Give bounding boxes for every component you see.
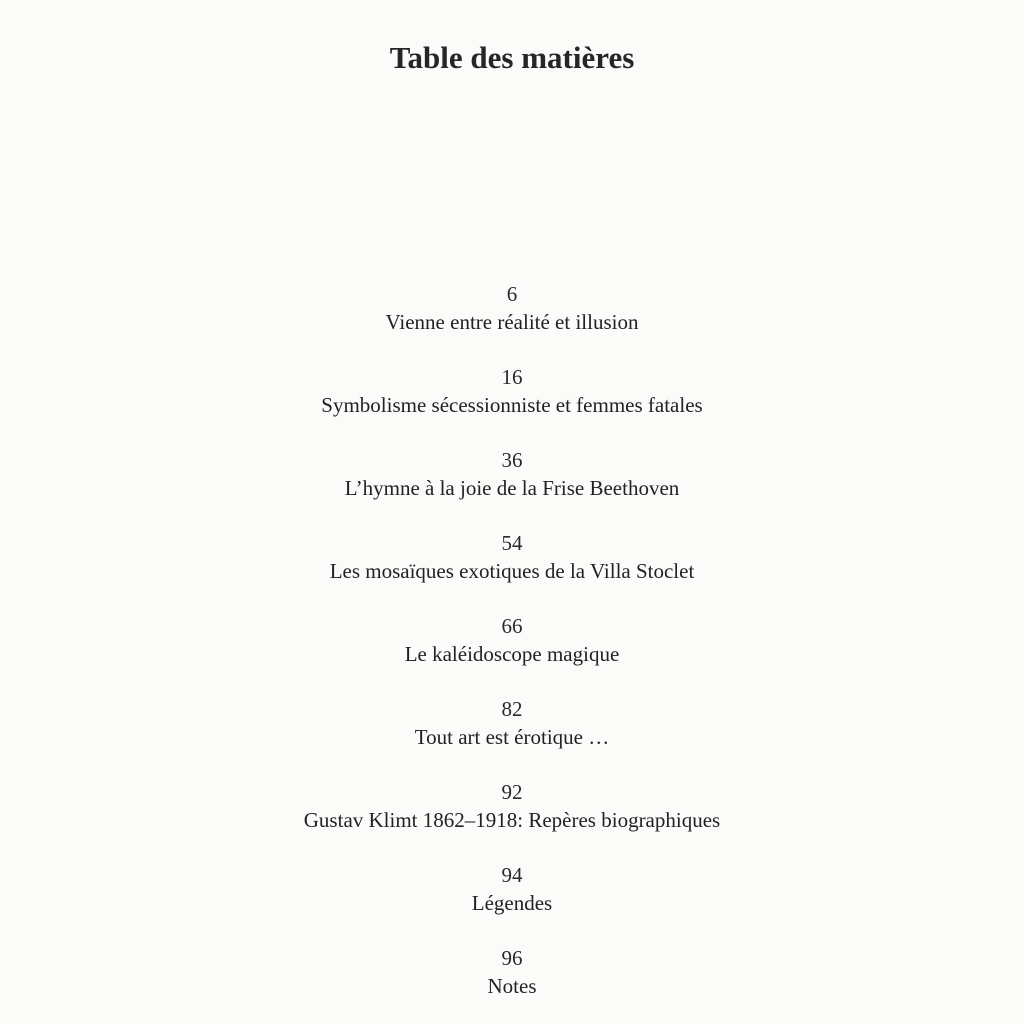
toc-entry-3 [0, 446, 1024, 502]
toc-page-number: 82 [501, 697, 523, 721]
toc-entry-2 [0, 363, 1024, 419]
toc-entry-5 [0, 612, 1024, 668]
page-title: Table des matières [389, 39, 635, 75]
toc-label: Les mosaïques exotiques de la Villa Stoclet [329, 559, 695, 583]
toc-page-number: 94 [501, 863, 523, 887]
toc-label: Légendes [471, 891, 553, 915]
toc-label: Notes [487, 974, 537, 998]
toc-page-number: 96 [501, 946, 523, 970]
toc-label: Le kaléidoscope magique [404, 642, 620, 666]
toc-entry-6 [0, 695, 1024, 751]
toc-label: Symbolisme sécessionniste et femmes fatales [321, 393, 703, 417]
toc-entry-8 [0, 861, 1024, 917]
toc-entry-1 [0, 280, 1024, 336]
toc-page-number: 16 [501, 365, 523, 389]
toc-entry-4 [0, 529, 1024, 585]
toc-label: L’hymne à la joie de la Frise Beethoven [344, 476, 680, 500]
toc-page-number: 36 [501, 448, 523, 472]
toc-label: Vienne entre réalité et illusion [385, 310, 639, 334]
toc-entry-7 [0, 778, 1024, 834]
toc-page-number: 92 [501, 780, 523, 804]
toc-label: Gustav Klimt 1862–1918: Repères biographiques [303, 808, 721, 832]
toc-page-number: 6 [506, 282, 518, 306]
toc-label: Tout art est érotique … [414, 725, 610, 749]
toc-entry-9 [0, 944, 1024, 1000]
toc-page-number: 54 [501, 531, 523, 555]
toc-page-number: 66 [501, 614, 523, 638]
